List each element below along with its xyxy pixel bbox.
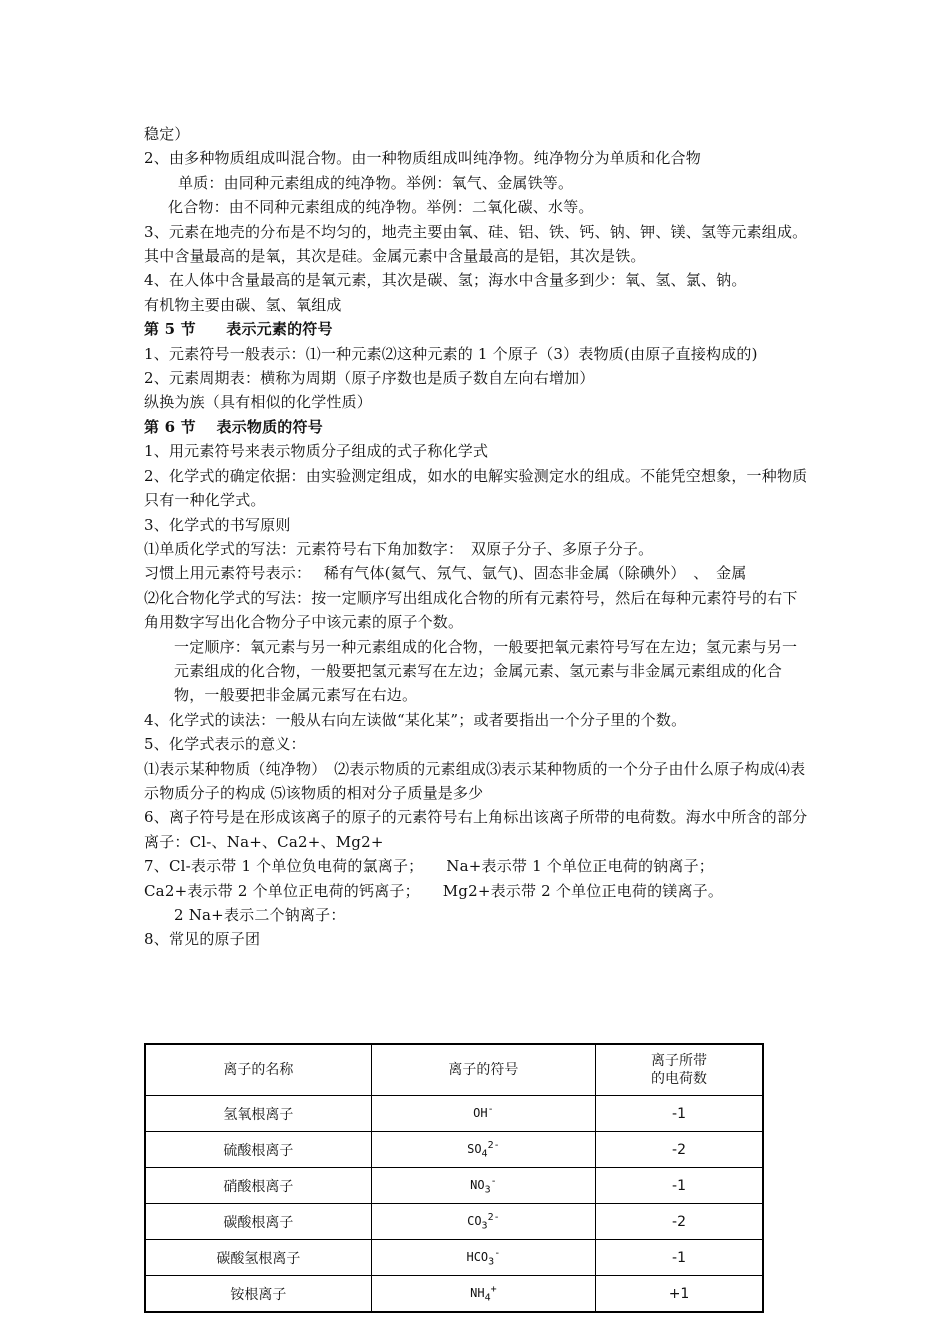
ion-name: 铵根离子 (145, 1276, 371, 1313)
text-line: 有机物主要由碳、氢、氧组成 (144, 295, 342, 314)
ion-charge: -1 (596, 1168, 763, 1204)
ion-charge: -2 (596, 1132, 763, 1168)
text-line: 3、化学式的书写原则 (144, 515, 291, 534)
table-row (145, 1240, 763, 1276)
section-heading: 第 5 节 表示元素的符号 (144, 320, 333, 339)
ion-table (144, 1043, 764, 1313)
ion-charge: -1 (596, 1240, 763, 1276)
ion-name: 碳酸氢根离子 (145, 1240, 371, 1276)
section-heading: 第 6 节 表示物质的符号 (144, 417, 323, 436)
ion-name: 碳酸根离子 (145, 1204, 371, 1240)
text-paragraph: ⑵化合物化学式的写法：按一定顺序写出组成化合物的所有元素符号，然后在每种元素符号的右下角用数字写出化合物分子中该元素的原子个数。 (144, 588, 798, 632)
text-line: 2 Na+表示二个钠离子： (174, 906, 346, 924)
text-paragraph: ⑴表示某种物质（纯净物） ⑵表示物质的元素组成⑶表示某种物质的一个分子由什么原子构成⑷表示物质分子的构成 ⑸该物质的相对分子质量是多少 (144, 759, 806, 802)
ion-symbol: $CO_3^{2-}$ (371, 1204, 595, 1240)
ion-symbol: $SO_4^{2-}$ (371, 1132, 595, 1168)
table-header-row (145, 1044, 763, 1096)
text-line: 稳定） (144, 125, 190, 143)
ion-charge: -1 (596, 1096, 763, 1132)
ion-name: 氢氧根离子 (145, 1096, 371, 1132)
document-body (144, 122, 812, 952)
text-line: ⑴单质化学式的写法：元素符号右下角加数字： 双原子分子、多原子分子。 (144, 539, 654, 558)
ion-symbol: $NH_4^+$ (371, 1276, 595, 1313)
header-charge-line1: 离子所带 (651, 1053, 707, 1069)
text-line: 5、化学式表示的意义： (144, 735, 306, 754)
text-line: 4、在人体中含量最高的是氧元素，其次是碳、氢；海水中含量多到少：氧、氢、氯、钠。 (144, 271, 747, 290)
text-paragraph: 1、元素符号一般表示：⑴一种元素⑵这种元素的 1 个原子（3）表物质(由原子直接构成的) (144, 344, 758, 363)
header-charge (596, 1044, 763, 1096)
ion-symbol: OH- (371, 1096, 595, 1132)
text-line: 2、元素周期表：横称为周期（原子序数也是质子数自左向右增加） (144, 369, 595, 388)
text-paragraph: 习惯上用元素符号表示： 稀有气体(氦气、氖气、氩气)、固态非金属（除碘外） 、 金属 (144, 564, 747, 583)
table-row (145, 1276, 763, 1313)
header-symbol: 离子的符号 (371, 1044, 595, 1096)
text-line: 1、用元素符号来表示物质分子组成的式子称化学式 (144, 442, 489, 461)
text-paragraph: 2、化学式的确定依据：由实验测定组成，如水的电解实验测定水的组成。不能凭空想象，一种物质只有一种化学式。 (144, 466, 808, 510)
text-line: 8、常见的原子团 (144, 930, 261, 949)
header-charge-line2: 的电荷数 (651, 1071, 707, 1087)
ion-symbol: $HCO_3^-$ (371, 1240, 595, 1276)
header-name: 离子的名称 (145, 1044, 371, 1096)
text-paragraph: 一定顺序：氧元素与另一种元素组成的化合物，一般要把氧元素符号写在左边；氢元素与另一元素组成的化合物，一般要把氢元素写在左边；金属元素、氢元素与非金属元素组成的化合物，一般要把非金属元素写在右边。 (174, 637, 798, 705)
ion-charge: -2 (596, 1204, 763, 1240)
ion-name: 硝酸根离子 (145, 1168, 371, 1204)
text-paragraph: 3、元素在地壳的分布是不均匀的，地壳主要由氧、硅、铝、铁、钙、钠、钾、镁、氢等元素组成。其中含量最高的是氧，其次是硅。金属元素中含量最高的是铝，其次是铁。 (144, 222, 808, 266)
text-line: 化合物：由不同种元素组成的纯净物。举例：二氧化碳、水等。 (168, 198, 594, 217)
text-line: Ca2+表示带 2 个单位正电荷的钙离子； Mg2+表示带 2 个单位正电荷的镁离子。 (144, 881, 724, 900)
table-row (145, 1096, 763, 1132)
table-row (145, 1132, 763, 1168)
table-row (145, 1204, 763, 1240)
text-line: 4、化学式的读法：一般从右向左读做“某化某”；或者要指出一个分子里的个数。 (144, 710, 687, 729)
text-line: 纵换为族（具有相似的化学性质） (144, 393, 373, 412)
text-line: 7、Cl-表示带 1 个单位负电荷的氯离子； Na+表示带 1 个单位正电荷的钠离子； (144, 857, 714, 876)
ion-symbol: $NO_3^-$ (371, 1168, 595, 1204)
text-line: 单质：由同种元素组成的纯净物。举例：氧气、金属铁等。 (178, 173, 574, 192)
ion-charge: +1 (596, 1276, 763, 1313)
ion-name: 硫酸根离子 (145, 1132, 371, 1168)
text-line: 2、由多种物质组成叫混合物。由一种物质组成叫纯净物。纯净物分为单质和化合物 (144, 149, 701, 168)
text-paragraph: 6、离子符号是在形成该离子的原子的元素符号右上角标出该离子所带的电荷数。海水中所含的部分离子：Cl-、Na+、Ca2+、Mg2+ (144, 808, 808, 851)
table-row (145, 1168, 763, 1204)
